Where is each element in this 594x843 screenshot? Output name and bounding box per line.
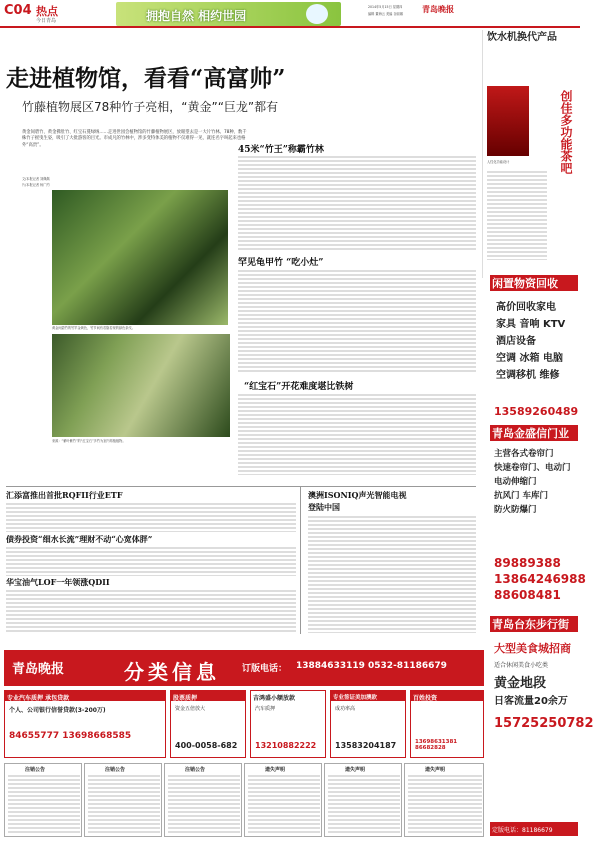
ad4-phone: 15725250782 xyxy=(494,716,594,731)
notice-box xyxy=(4,763,82,837)
ad1-details xyxy=(487,170,547,260)
finance-body-2 xyxy=(6,546,296,576)
notice-box xyxy=(324,763,402,837)
classified-ad-title: 百姓投资 xyxy=(411,691,483,701)
notice-body xyxy=(408,774,482,834)
notice-title: 注销公告 xyxy=(105,767,126,773)
dispenser-image xyxy=(487,86,529,156)
ad3-item: 防火防爆门 xyxy=(494,505,537,515)
notice-title: 注销公告 xyxy=(185,767,206,773)
notice-box xyxy=(244,763,322,837)
notice-box xyxy=(164,763,242,837)
classified-ad-invest xyxy=(410,690,484,758)
subhead-3: “红宝石”开花难度堪比铁树 xyxy=(244,382,354,392)
ad4-footer: 定版电话：81186679 xyxy=(490,822,578,836)
issue-date: 2014年5月15日 星期四 xyxy=(368,5,403,9)
ad3-items xyxy=(494,447,571,517)
classified-ad-title: 吉鸿盛小额放款 xyxy=(253,695,296,702)
ad4-item: 适合休闲美食小吃类 xyxy=(494,662,549,669)
notice-body xyxy=(168,774,240,834)
article-body-3 xyxy=(238,393,476,475)
paper-logo: 青岛晚报 xyxy=(422,5,454,14)
banner-text: 拥抱自然 相约世园 xyxy=(146,9,247,23)
subhead-2: 罕见龟甲竹 “吃小灶” xyxy=(238,258,324,268)
finance-headline-2: 债券投资“细水长流”理财不动“心宽体胖” xyxy=(6,534,153,544)
notice-title: 遗失声明 xyxy=(345,767,366,773)
ad4-item: 日客流量20余万 xyxy=(494,696,568,707)
ad1-slogan: 创佳多功能茶吧 xyxy=(559,90,573,174)
ad2-items xyxy=(496,299,565,384)
classified-phone: 13884633119 0532-81186679 xyxy=(296,661,447,671)
notice-title: 注销公告 xyxy=(25,767,46,773)
page-header xyxy=(0,0,580,28)
lead-paragraph: 黄金间碧竹、黄金佛肚竹、红宝石蔓绿绒……走进世园会植物馆的竹藤植物展区，放眼望去是一大片竹林。78种、数千株竹子摇曳生姿，吸引了大批游客的目光。市成凡的竹林中，涉多变特体美的植物不仅难得一见，就连名字叫起来也格外“高贵”。 xyxy=(22,130,247,148)
ad3-phone: 13864246988 xyxy=(494,572,586,586)
bamboo-photo xyxy=(52,190,228,325)
finance-headline-3: 华宝油气LOF一年领涨QDII xyxy=(6,577,110,587)
photo1-caption: 黄金间碧竹的竹竿金黄色，竹节间有若隐若现的绿色条纹。 xyxy=(52,326,135,330)
ad3-title: 青岛金盛信门业 xyxy=(490,425,578,441)
classified-ad-visa xyxy=(330,690,406,758)
ad3-item: 快速卷帘门、电动门 xyxy=(494,463,571,473)
credit-photo: 片/本报记者 杨广约 xyxy=(22,183,50,187)
ad3-phone: 88608481 xyxy=(494,588,561,602)
main-title: 走进植物馆，看看“高富帅” xyxy=(6,65,286,92)
page-code: C04 xyxy=(4,3,32,18)
classified-ad-line: 资金五倍放大 xyxy=(175,706,206,712)
subhead-1: 45米“竹王”称霸竹林 xyxy=(238,145,324,155)
notice-title: 遗失声明 xyxy=(425,767,446,773)
classified-ad-phone: 13583204187 xyxy=(335,741,397,750)
classified-ad-stock xyxy=(170,690,246,758)
expo-banner xyxy=(116,2,341,26)
classified-ads-row xyxy=(4,690,484,760)
classified-ad-phone: 13210882222 xyxy=(255,741,317,750)
classified-banner xyxy=(4,650,484,686)
divider xyxy=(6,486,476,487)
notice-body xyxy=(328,774,400,834)
ad-recycling xyxy=(490,275,578,421)
ad4-title: 青岛台东步行街 xyxy=(490,616,578,632)
classified-ad-title: 专业汽车质押 承包贷款 xyxy=(5,691,165,701)
ad3-item: 主营各式卷帘门 xyxy=(494,449,554,459)
article-body-2 xyxy=(238,269,476,374)
classified-ad-line: 汽车质押 xyxy=(255,706,276,712)
ad2-title: 闲置物资回收 xyxy=(490,275,578,291)
classified-ad-phone: 84655777 13698668585 xyxy=(9,731,132,741)
ad2-item: 空调移机 维修 xyxy=(496,370,560,381)
tv-headline-2: 登陆中国 xyxy=(308,502,340,512)
ad3-item: 电动伸缩门 xyxy=(494,477,537,487)
ad-water-dispenser xyxy=(482,30,578,278)
ad2-item: 酒店设备 xyxy=(496,336,536,347)
classified-ad-phone: 400-0058-682 xyxy=(175,741,238,750)
section-name: 热点 xyxy=(36,5,58,18)
credit-writer: 文/本报记者 刘佩佩 xyxy=(22,177,50,181)
ad2-item: 空调 冰箱 电脑 xyxy=(496,353,563,364)
column-divider xyxy=(300,486,301,634)
notice-body xyxy=(88,774,160,834)
tv-headline: 澳洲ISONIQ声光智能电视 xyxy=(308,490,407,500)
editors: 编辑 董海云 美编 谷丽娜 xyxy=(368,12,403,16)
notice-box xyxy=(84,763,162,837)
ad2-item: 家具 音响 KTV xyxy=(496,319,566,330)
mascot-icon xyxy=(306,4,328,24)
photo2-caption: 来源：“紫叶紫竹”的“红宝石”多竹为室内易植植物。 xyxy=(52,439,126,443)
finance-headline-1: 汇添富推出首批RQFII行业ETF xyxy=(6,490,123,500)
ad-food-street xyxy=(490,616,594,842)
article-body-1 xyxy=(238,155,476,250)
ad3-phone: 89889388 xyxy=(494,556,561,570)
ad1-tagline: 人性化功能设计 xyxy=(487,160,510,164)
classified-ad-phone: 13698631381 86682828 xyxy=(415,739,458,751)
notice-row xyxy=(4,763,484,837)
ad3-phones xyxy=(494,555,586,603)
ad2-item: 高价回收家电 xyxy=(496,302,556,313)
classified-ad-loan xyxy=(4,690,166,758)
ad4-item: 大型美食城招商 xyxy=(494,642,571,655)
finance-body-1 xyxy=(6,502,296,532)
main-subtitle: 竹藤植物展区78种竹子亮相，“黄金”“巨龙”都有 xyxy=(22,100,279,114)
ad1-text: 饮水机换代产品 xyxy=(487,32,557,43)
classified-ad-title: 专业签证美加澳欧 xyxy=(331,691,405,701)
classified-title: 分类信息 xyxy=(124,660,220,684)
classified-ad-lending xyxy=(250,690,326,758)
tv-body xyxy=(308,515,476,633)
ad2-phone: 13589260489 xyxy=(494,405,579,418)
classified-phone-label: 订版电话： xyxy=(242,664,288,674)
notice-box xyxy=(404,763,484,837)
ad-doors xyxy=(490,425,586,613)
ad3-item: 抗风门 车库门 xyxy=(494,491,548,501)
notice-title: 遗失声明 xyxy=(265,767,286,773)
plant-photo xyxy=(52,334,230,437)
subsection-name: 今日青岛 xyxy=(36,18,57,24)
classified-ad-title: 股票质押 xyxy=(171,691,245,701)
finance-body-3 xyxy=(6,589,296,633)
ad4-item: 黄金地段 xyxy=(494,676,547,691)
notice-body xyxy=(248,774,320,834)
classified-ad-line: 成功率高 xyxy=(335,706,356,712)
notice-body xyxy=(8,774,80,834)
classified-brand: 青岛晚报 xyxy=(12,662,65,677)
classified-ad-line: 个人、公司银行信誉贷款(3-200万) xyxy=(9,707,106,714)
